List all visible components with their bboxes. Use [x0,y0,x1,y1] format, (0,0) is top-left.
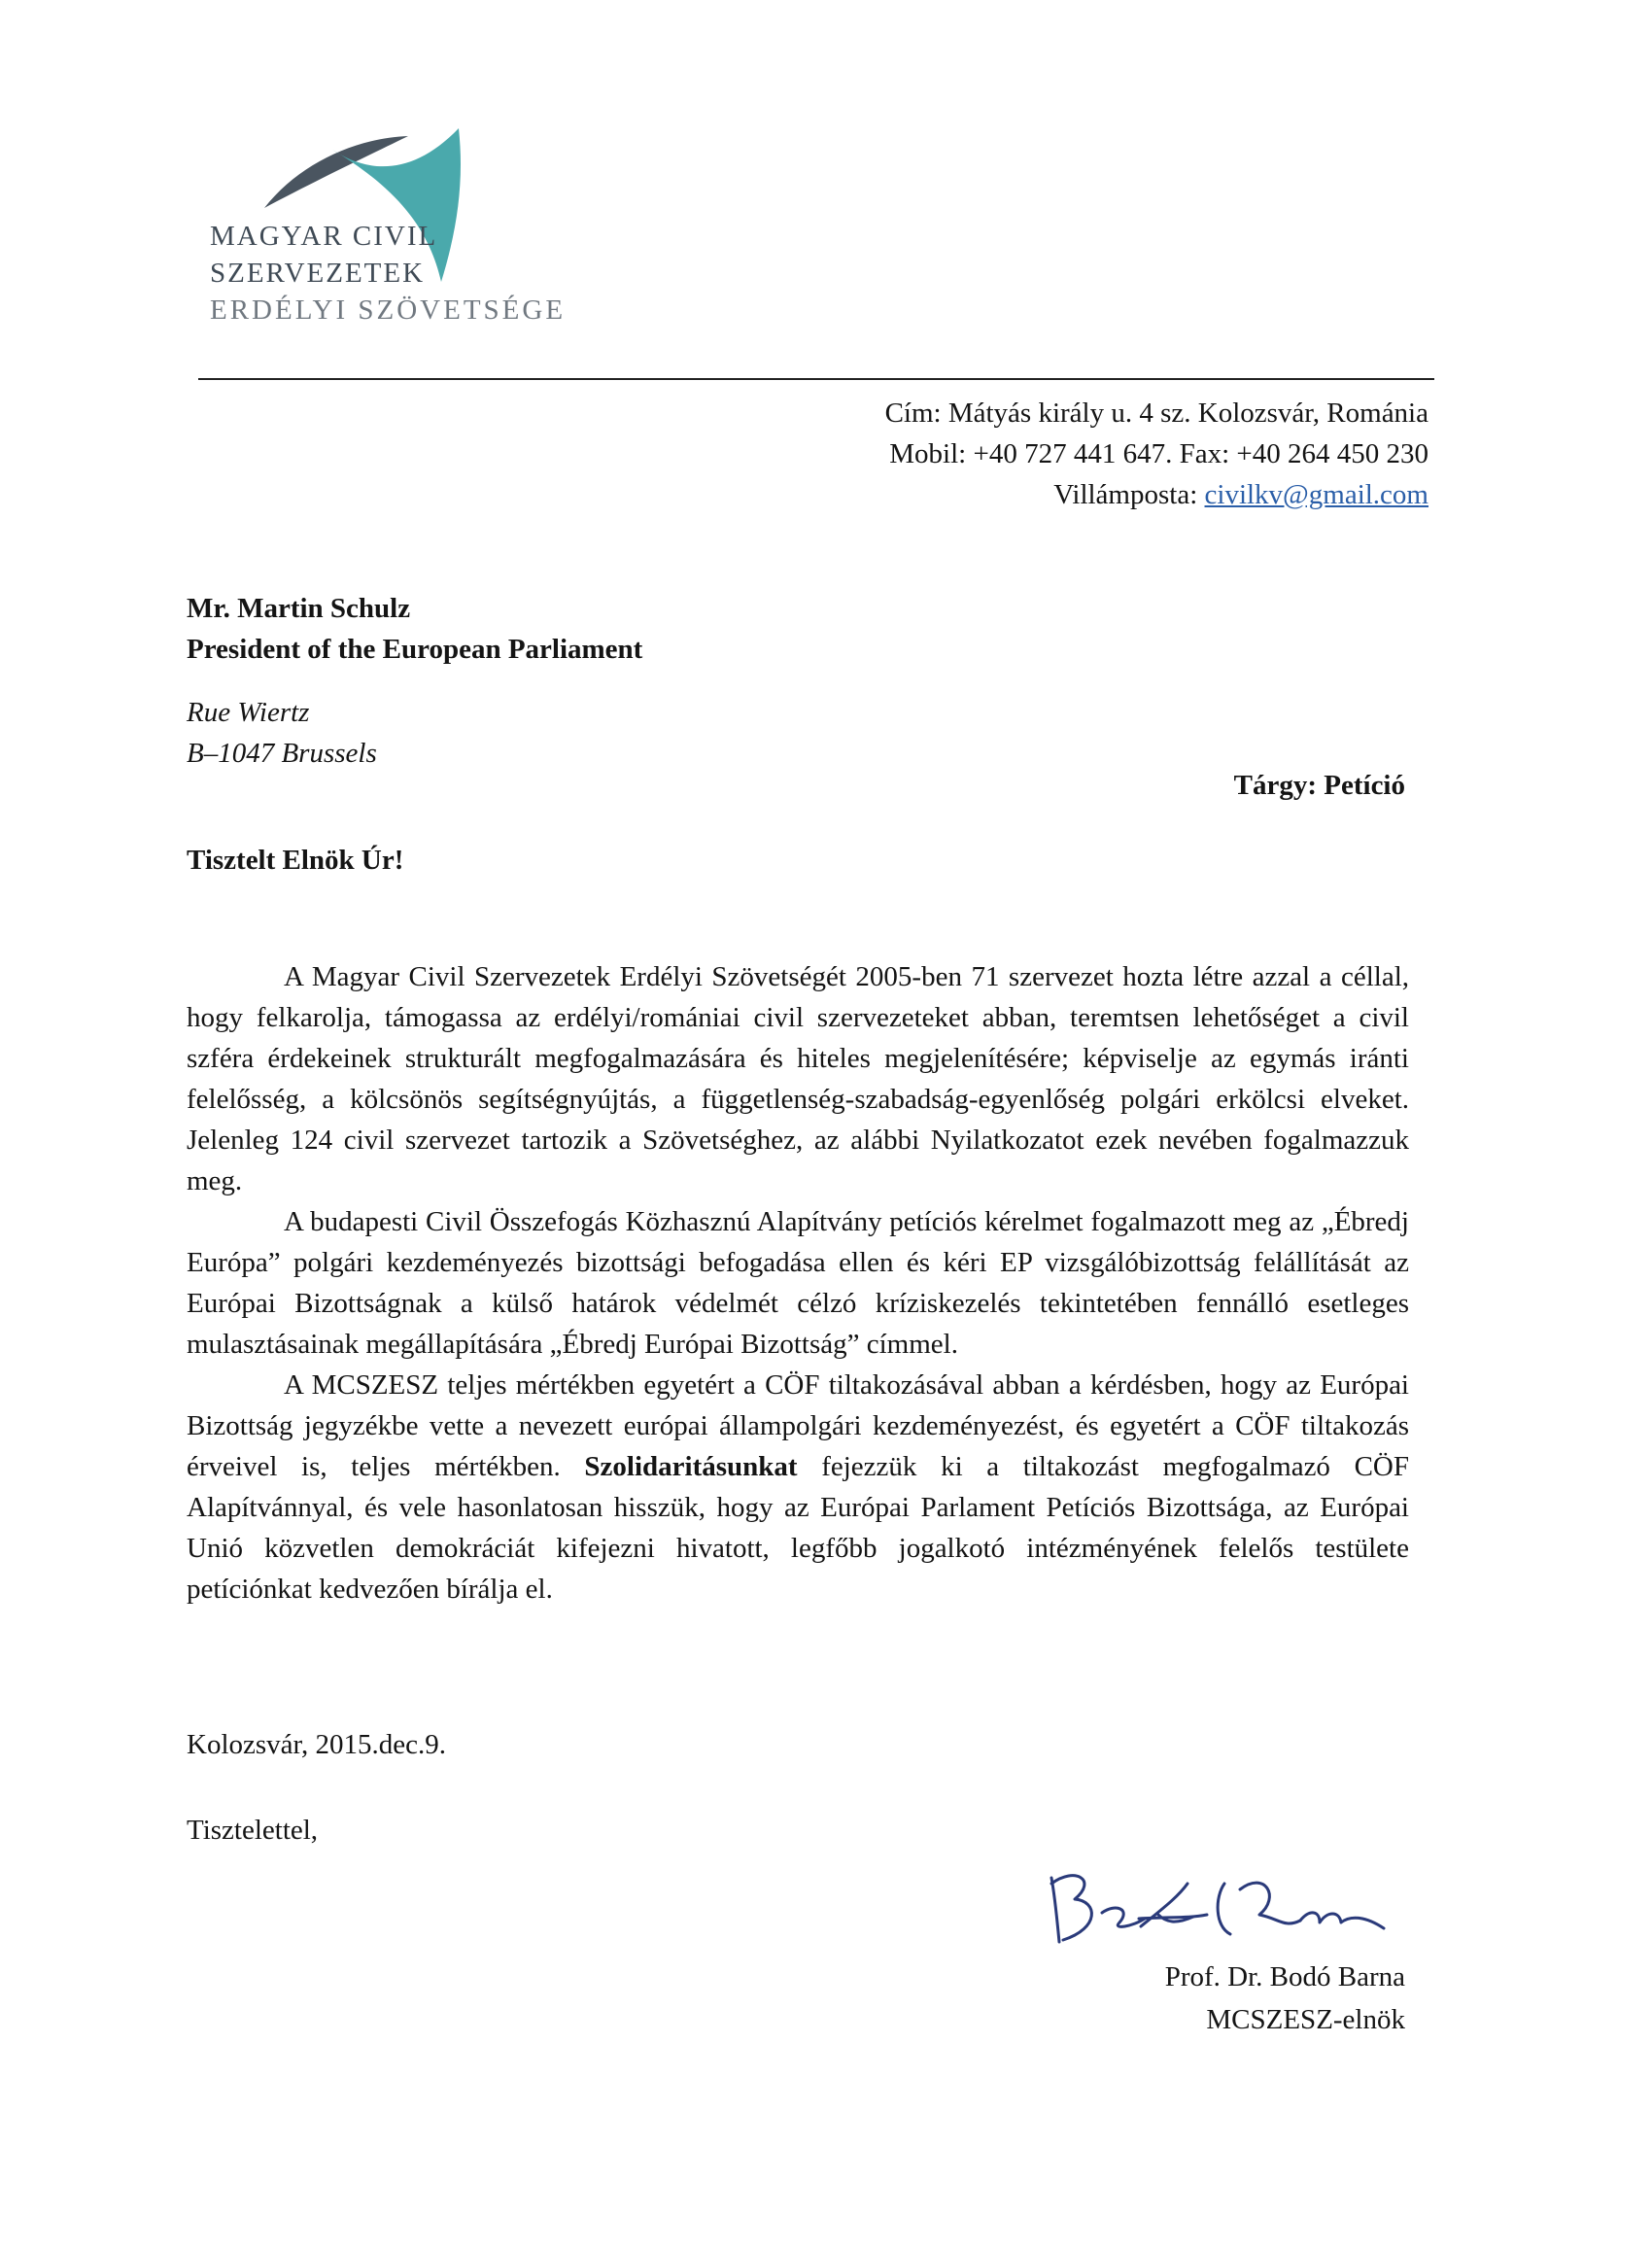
email-link[interactable]: civilkv@gmail.com [1204,479,1428,510]
recipient-address [187,692,377,774]
signer-block [1165,1956,1405,2041]
contact-phones: Mobil: +40 727 441 647. Fax: +40 264 450 230 [889,438,1428,469]
logo-text [210,218,566,329]
handwritten-signature-icon [1042,1864,1411,1966]
recipient-title: President of the European Parliament [187,634,643,665]
paragraph-3-end: fejezzük ki a tiltakozást megfogalmazó CÖF Alapítvánnyal, és vele hasonlatosan hisszük, hogy az Európai Parlament Petíciós Bizottsága, az Európai Unió közvetlen demokráciát kifejezni hivatott, legfőbb jogalkotó intézményének felelős testülete petíciónkat kedvezően bírálja el. [187,1451,1409,1605]
recipient-city: B–1047 Brussels [187,738,377,769]
contact-address: Cím: Mátyás király u. 4 sz. Kolozsvár, Románia [884,398,1428,429]
header-divider [198,378,1434,380]
signer-role: MCSZESZ-elnök [1206,2004,1405,2035]
contact-block [885,393,1428,515]
letter-body [187,956,1409,1610]
logo-line-2: SZERVEZETEK [210,258,426,289]
subject-line: Tárgy: Petíció [1233,770,1405,801]
body-paragraph-1: A Magyar Civil Szervezetek Erdélyi Szövetségét 2005-ben 71 szervezet hozta létre azzal a céllal, hogy felkarolja, támogassa az erdélyi/romániai civil szervezeteket abban, teremtsen lehetőséget a civil szféra érdekeinek strukturált megfogalmazására és hiteles megjelenítésére; képviselje az egymás iránti felelősség, a kölcsönös segítségnyújtás, a függetlenség-szabadság-egyenlőség polgári erkölcsi elveket. Jelenleg 124 civil szervezet tartozik a Szövetséghez, az alábbi Nyilatkozatot ezek nevében fogalmazzuk meg. [187,961,1409,1196]
contact-email-line [885,474,1428,515]
closing: Tisztelettel, [187,1815,319,1846]
logo-line-1: MAGYAR CIVIL [210,221,438,252]
paragraph-3-start: A MCSZESZ teljes mértékben egyetért a CÖF tiltakozásával abban a kérdésben, hogy az Európai Bizottság jegyzékbe vette a nevezett európai állampolgári kezdeményezést, és egyetért a CÖF tiltakozás érveivel is, teljes mértékben. [187,1369,1409,1482]
recipient-street: Rue Wiertz [187,697,310,728]
signer-name: Prof. Dr. Bodó Barna [1164,1961,1405,1992]
recipient-block [187,588,642,670]
logo-line-3: ERDÉLYI SZÖVETSÉGE [210,294,567,326]
place-date: Kolozsvár, 2015.dec.9. [187,1729,447,1760]
paragraph-3-bold: Szolidaritásunkat [584,1451,798,1482]
email-label: Villámposta: [1053,479,1205,510]
body-paragraph-2: A budapesti Civil Összefogás Közhasznú Alapítvány petíciós kérelmet fogalmazott meg az „Ébredj Európa” polgári kezdeményezés bizottsági befogadása ellen és kéri EP vizsgálóbizottság felállítását az Európai Bizottságnak a külső határok védelmét célzó kríziskezelés tekintetében fennálló esetleges mulasztásainak megállapítására „Ébredj Európai Bizottság” címmel. [187,1206,1409,1360]
organization-logo [210,124,569,338]
body-paragraph-3 [187,1365,1409,1610]
salutation: Tisztelt Elnök Úr! [187,845,404,876]
recipient-name: Mr. Martin Schulz [187,593,411,624]
